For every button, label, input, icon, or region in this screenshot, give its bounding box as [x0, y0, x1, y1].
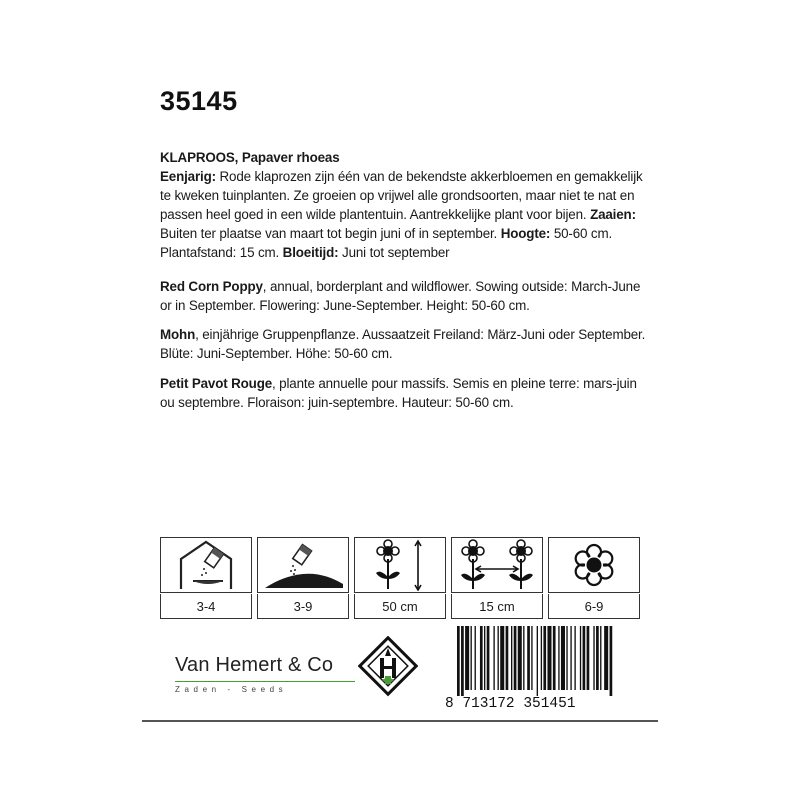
- text-spacing: 15 cm.: [239, 245, 280, 260]
- english-name: Red Corn Poppy: [160, 279, 263, 294]
- barcode-bar: [596, 626, 599, 690]
- barcode-bar: [465, 626, 469, 690]
- text-annual: Rode klaprozen zijn één van de bekendste akkerbloemen en gemakkelijk te kweken tuinplanten. Ze groeien op vrijwel alle grondsoorten, maar niet te nat en passen heel goed in een wilde plantentuin. Aantrekkelijke plant voor bijen.: [160, 169, 643, 222]
- barcode-bar: [547, 626, 551, 690]
- plant-spacing-label: 15 cm: [451, 594, 543, 619]
- barcode-bar: [587, 626, 590, 690]
- french-description: [160, 374, 650, 412]
- label-flowering: Bloeitijd:: [282, 245, 339, 260]
- barcode-bar: [457, 626, 460, 696]
- barcode-bar: [475, 626, 476, 690]
- barcode-digits: 8 713172 351451: [445, 696, 576, 712]
- plant-height-label: 50 cm: [354, 594, 446, 619]
- barcode-bar: [531, 626, 532, 690]
- barcode-bar: [537, 626, 538, 696]
- outdoor-sowing-label: 3-9: [257, 594, 349, 619]
- label-sowing: Zaaien:: [590, 207, 636, 222]
- barcode-bar: [523, 626, 524, 690]
- french-name: Petit Pavot Rouge: [160, 376, 273, 391]
- barcode-bar: [471, 626, 472, 690]
- outdoor-sowing-icon: [257, 537, 349, 593]
- german-name: Mohn: [160, 327, 196, 342]
- barcode-bar: [484, 626, 485, 690]
- german-text: , einjährige Gruppenpflanze. Aussaatzeit Freiland: März-Juni oder September. Blüte: Juni-September. Höhe: 50-60 cm.: [160, 327, 646, 361]
- text-sowing: Buiten ter plaatse van maart tot begin juni of in september.: [160, 226, 498, 241]
- barcode-bar: [487, 626, 490, 690]
- barcode-bar: [511, 626, 512, 690]
- barcode-bar: [570, 626, 571, 690]
- french-text: , plante annuelle pour massifs. Semis en pleine terre: mars-juin ou septembre. Floraison: juin-septembre. Hauteur: 50-60 cm.: [160, 376, 637, 410]
- barcode-bar: [558, 626, 559, 690]
- icon-labels: [160, 594, 645, 619]
- greenhouse-sowing-icon: [160, 537, 252, 593]
- barcode-bar: [500, 626, 504, 690]
- brand-tagline: Zaden - Seeds: [175, 685, 288, 694]
- brand-name: Van Hemert & Co: [175, 654, 334, 676]
- barcode: [445, 624, 655, 698]
- english-description: [160, 277, 650, 315]
- barcode-bar: [493, 626, 494, 690]
- barcode-bar: [593, 626, 594, 690]
- barcode-bar: [600, 626, 601, 690]
- barcode-bar: [506, 626, 509, 690]
- label-annual: Eenjarig:: [160, 169, 216, 184]
- flowering-label: 6-9: [548, 594, 640, 619]
- brand-logo-icon: [358, 636, 418, 705]
- plant-spacing-icon: [451, 537, 543, 593]
- barcode-bar: [561, 626, 565, 690]
- barcode-bar: [461, 626, 464, 696]
- article-number: 35145: [160, 86, 238, 116]
- dutch-title-name: KLAPROOS,: [160, 150, 239, 165]
- barcode-bar: [574, 626, 575, 690]
- english-text: , annual, borderplant and wildflower. Sowing outside: March-June or in September. Flowering: June-September. Height: 50-60 cm.: [160, 279, 641, 313]
- brand: [175, 654, 355, 694]
- text-height: 50-60 cm.: [553, 226, 613, 241]
- barcode-bar: [498, 626, 499, 690]
- barcode-bar: [583, 626, 586, 690]
- barcode-bar: [580, 626, 581, 690]
- icon-strip: [160, 537, 645, 593]
- barcode-bar: [610, 626, 613, 696]
- barcode-bar: [543, 626, 546, 690]
- barcode-bar: [604, 626, 608, 690]
- dutch-description: [160, 148, 650, 262]
- label-spacing: Plantafstand:: [160, 245, 237, 260]
- bottom-divider: [142, 720, 658, 722]
- barcode-bar: [518, 626, 522, 690]
- barcode-bar: [480, 626, 483, 690]
- barcode-bar: [566, 626, 567, 690]
- text-flowering: Juni tot september: [342, 245, 450, 260]
- barcode-bar: [514, 626, 517, 690]
- dutch-title: [160, 148, 650, 167]
- flowering-icon: [548, 537, 640, 593]
- plant-height-icon: [354, 537, 446, 593]
- dutch-title-latin: Papaver rhoeas: [241, 150, 340, 165]
- label-height: Hoogte:: [500, 226, 551, 241]
- barcode-bar: [541, 626, 542, 690]
- brand-divider: [175, 681, 355, 682]
- german-description: [160, 325, 650, 363]
- barcode-bar: [527, 626, 530, 690]
- barcode-bar: [553, 626, 556, 690]
- greenhouse-sowing-label: 3-4: [160, 594, 252, 619]
